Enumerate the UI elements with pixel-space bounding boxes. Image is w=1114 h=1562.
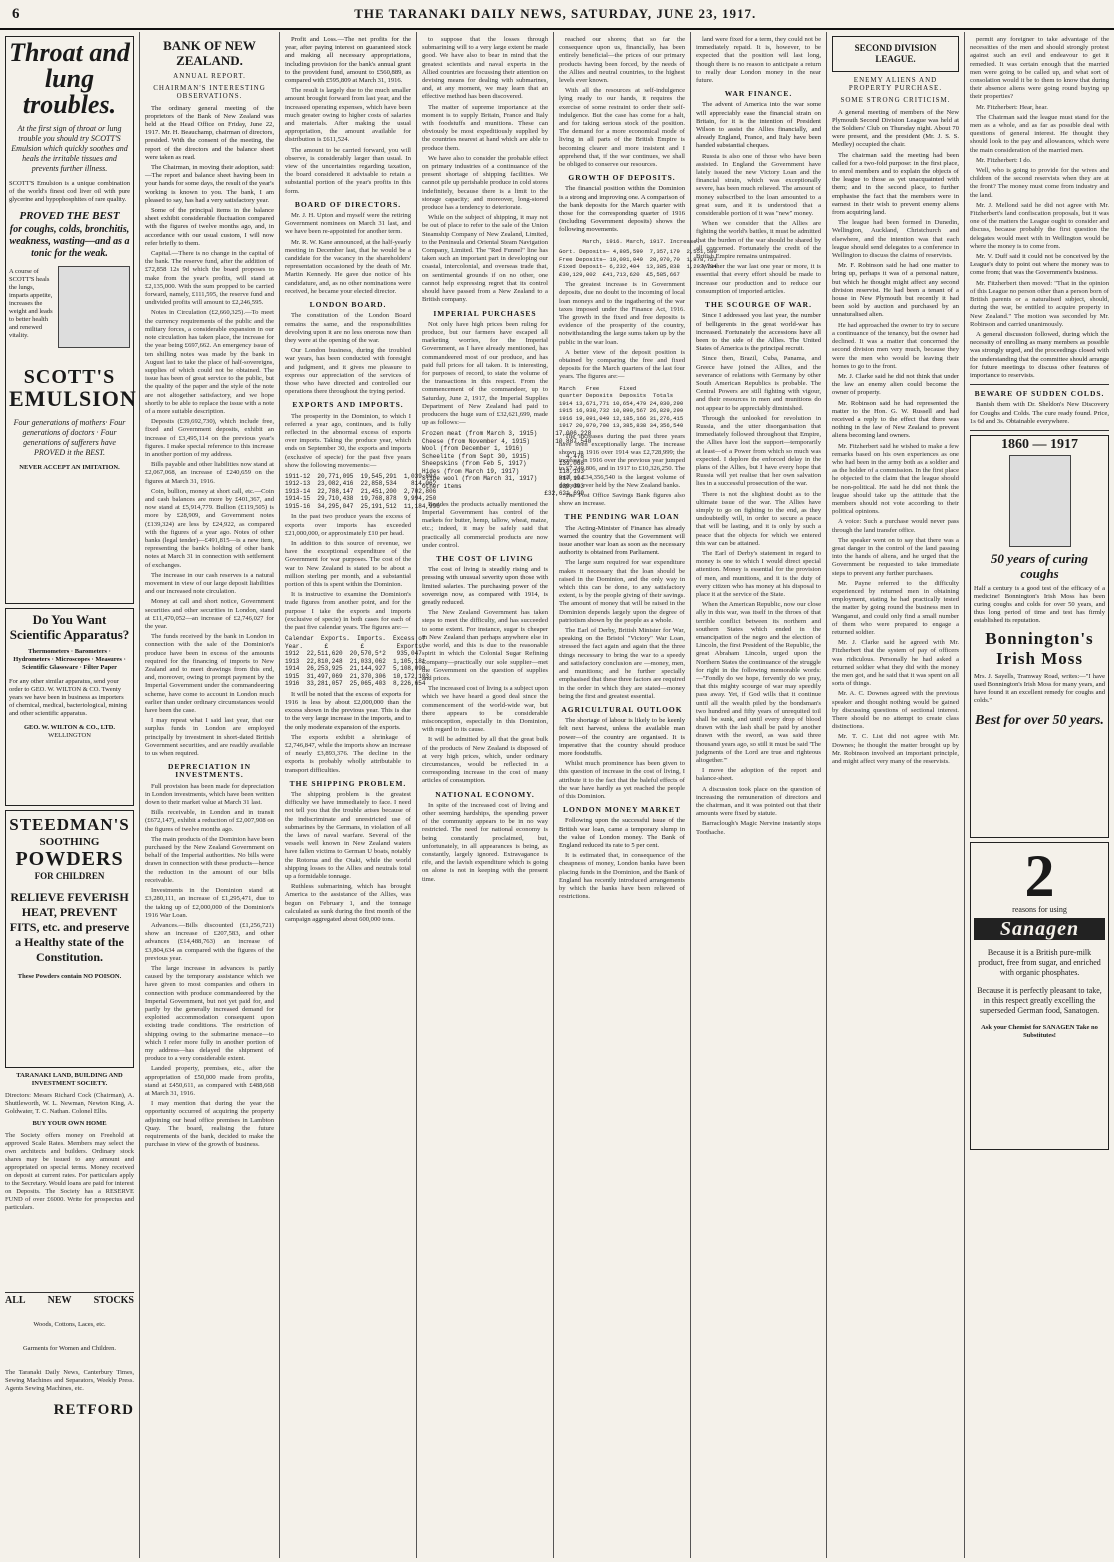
ad-brand: Bonnington's Irish Moss — [985, 628, 1094, 668]
para: Mr. V. Duff said it could not be conceived by the League's duty to point out where the money was to come from; that was the Government's business. — [970, 253, 1109, 277]
ad-proved: PROVED THE BEST — [19, 210, 120, 222]
steedmans-powders-ad — [5, 810, 134, 1068]
subhead-imperial: IMPERIAL PURCHASES — [433, 308, 537, 318]
subhead-exports: EXPORTS AND IMPORTS. — [292, 400, 404, 410]
ad-fifty: 50 years of curing coughs — [990, 550, 1089, 581]
column-7: SECOND DIVISION LEAGUE. ENEMY ALIENS AND PROPERTY PURCHASE. SOME STRONG CRITICISM. A general meeting of members of the New Plymouth Second Division League was held at the Soldiers' Club on Thursday night. About 70 were present, and the president (Mr. J. S. S. Medley) occupied the chair. The chairman said the meeting had been called for a two-fold purpose: in the first place, to enrol members and to explain the objects of the league to those as yet unacquainted with them; and in the second place, to further emphasise the fact that the members were in earnest in their wish to prevent enemy aliens from acquiring land. The league had been formed in Dunedin, Wellington, Auckland, Christchurch and elsewhere, and the intention was that each league should send delegates to a conference in Wellington to discuss the claims of reservists. Mr. F. Robinson said he had one matter to bring up, perhaps it was of a personal nature, but which he thought might affect any second division reservist. He had been a tenant of a house in New Plymouth but recently it had been sold by auction and purchased by an unnaturalised alien. He had approached the owner to try to secure a continuance of the tenancy, but the owner had declined. It was a matter that concerned the second division men very much, because they were the men who would be leaving their homes to go to the front. Mr. J. Clarke said he did not think that under the law an enemy alien could become the owner of property. Mr. Robinson said he had represented the matter to the Hon. G. W. Russell and had received a reply to the effect that there was nothing in the law of New Zealand to prevent aliens becoming land owners. Mr. Fitzherbert said he wished to make a few remarks based on his own experiences as one who had been in the army both as a soldier and as the holder of a commission. In the first place he objected to the claim that the league should be non-political. He said he did not think the league should take up the attitude that the members should not vote according to their political opinions. A voice: Such a purchase would never pass through the land transfer office. The speaker went on to say that there was a great danger in the control of the land passing into the hands of aliens, and he urged that the Government be requested to take immediate steps to prevent any further purchases. Mr. Payne referred to the difficulty experienced by returned men in obtaining employment, stating he had practically tested the matter by going round the business men in Wanganui, and could only find a small number of them who were prepared to engage a returned soldier. Mr. J. Clarke said he agreed with Mr. Fitzherbert that the system of pay of officers was ridiculous. Personally he had asked a returned soldier what they did with the money the men got, and he said that it was spent on all sorts of things. Mr. A. C. Downes agreed with the previous speaker and thought nothing would be gained by discussing questions of sectional interest. There should be no attempt to create class distinctions. Mr. T. C. List did not agree with Mr. Downes; he thought the matter brought up by Mr. Robinson involved an important principle, and might affect very many of the reservists. — [827, 32, 965, 1558]
para: Mr. Robinson said he had represented the matter to the Hon. G. W. Russell and had received a reply to the effect that there was nothing in the law of New Zealand to prevent aliens becoming land owners. — [832, 399, 959, 440]
subhead-board: BOARD OF DIRECTORS. — [294, 199, 402, 209]
subhead-shipping: THE SHIPPING PROBLEM. — [289, 778, 407, 788]
para: The chairman said the meeting had been called for a two-fold purpose: in the first place, to enrol members and to explain the objects of the league to those as yet unacquainted with them; and in the second place, to further emphasise the fact that the members were in earnest in their wish to prevent enemy aliens from acquiring land. — [832, 151, 959, 217]
ad-firm: GEO. W. WILTON & CO., LTD. — [23, 724, 116, 731]
ad-stocks: STOCKS — [93, 1295, 134, 1306]
subhead-national: NATIONAL ECONOMY. — [435, 789, 535, 799]
brand-emulsion: EMULSION — [9, 386, 137, 411]
ad-number: 2 — [1024, 842, 1055, 909]
para: Mr. F. Robinson said he had one matter to bring up, perhaps it was of a personal nature, but which he thought might affect any second division reservist. He had been a tenant of a house in New Plymouth but recently it had been sold by auction and purchased by an unnaturalised alien. — [832, 262, 959, 319]
column-4: to suppose that the losses through submarining will to a very large extent be made good. We have also to bear in mind that the greatest scientists and naval experts in the Allied countries are focussing their attention on devising means for dealing with submarines, and, at any moment, we may learn that an effective method has been discovered. The matter of supreme importance at the moment is to supply Britain, France and Italy with foodstuffs and munitions. These can obviously be most expeditiously supplied by the countries nearest at hand which are able to produce them. We have also to consider the probable effect on primary industries of a continuance of the present shortage of shipping facilities. We cannot pile up perishable produce in cold stores indefinitely, because there is a limit to the storage capacity; and moreover, long-stored produce has a tendency to deteriorate. While on the subject of shipping, it may not be out of place to refer to the sale of the Union Steamship Company of New Zealand, Limited, to the Peninsula and Oriental Steam Navigation Company, Limited. The "Red Funnel" line has taken such an important part in developing our coastal, intercolonial, and overseas trade that, on sentimental grounds if on no other, one cannot help expressing regret that its control should have passed from a New Zealand to a British company. IMPERIAL PURCHASES Not only have high prices been ruling for produce, but our farmers have escaped all marketing worries, for the Imperial Government, as I have already mentioned, has commandeered most of our produce, and has paid full prices for all taken. It is interesting, for purposes of record, to state the volume of the transactions in this respect. From the commencement of the commandeer, up to Saturday, June 2, 1917, the Imperial Supplies Department of New Zealand had paid to producers the huge sum of £32,621,699, made up as follows:— Frozen meat (from March 3, 1915) 17,006,228 Cheese (from November 4, 1915) 10,887,540 Wool (from December 1, 1916) Scheelite (from Sept 30, 1915) 4,478 Sheepskins (from Feb 5, 1917) 139,068 Hides (from March 19, 1917) 118,193 Slipe wool (from March 31, 1917) 817,194 Other items 139,393 £32,621,699 Besides the products actually mentioned the Imperial Government has control of the markets for butter, hemp, tallow, wheat, maize, etc.; indeed, it may be safely said that practically all commercial products are now under control. THE COST OF LIVING The cost of living is steadily rising and is pressing with unusual severity upon those with limited salaries. The purchasing power of the sovereign now, as compared with 1914, is greatly reduced. The New Zealand Government has taken steps to meet the difficulty, and has succeeded to some extent. For instance, sugar is cheaper in New Zealand than perhaps anywhere else in the world, and this is due to the reasonable spirit in which the Colonial Sugar Refining Company—practically our sole supplier—met the Government on the question of supplies and prices. The increased cost of living is a subject upon which we have heard a good deal since the commencement of the world-wide war, but there appears to be considerable misconception, especially in this Dominion, with regard to its cause. It will be admitted by all that the great bulk of the products of New Zealand is disposed of at very high prices, which, under ordinary circumstances, would be reflected in a corresponding increase in the cost of many articles of consumption. NATIONAL ECONOMY. In spite of the increased cost of living and other seeming hardships, the spending power of the community appears to be in no way restricted. The need for national economy is being constantly proclaimed, but, unfortunately, in all appearances is being, as constantly, largely ignored. Extravagance is rife, and the lavish expenditure which is going on alone is not in keeping with the present time. — [417, 32, 554, 1558]
para: A general discussion followed, during which the necessity of enrolling as many members as possible was strongly urged, and the proceedings closed with the understanding that the committee should arrange for future meetings to discuss other features of importance to reservists. — [970, 330, 1109, 379]
para: Since I addressed you last year, the number of belligerents in the great world-war has increased. Fortunately the accessions have all been to the side of the Allies. The United States of America is the principal recruit. — [696, 312, 821, 353]
ad-years: 1860 — 1917 — [1001, 436, 1078, 452]
column-8: permit any foreigner to take advantage of the necessities of the men and should strongly protest against such an evil and endeavour to get it remedied. It was certain enough that the married men were going to be called up, and what sort of consolation would it be to them to know that during their absence aliens were going round buying up their properties? Mr. Fitzherbert: Hear, hear. The Chairman said the league must stand for the men as a whole, and as far as possible deal with questions of general interest. He thought they should look to the pay and allowances, which were the main consideration of the married men. Mr. Fitzherbert: I do. Well, who is going to provide for the wives and children of the second reservists when they are at the front? The money must come from industry and the land. Mr. J. Mellond said he did not agree with Mr. Fitzherbert's land confiscation proposals, but it was one of the matters the League ought to consider and discuss, because probably the first question the delegates would meet with in Wellington would be where the money is to come from. Mr. V. Duff said it could not be conceived by the League's duty to point out where the money was to come from; that was the Government's business. Mr. Fitzherbert then moved: "That in the opinion of this League no person other than a person born of British parents or a naturalised subject, should, during the war, be entitled to acquire property in New Zealand." The motion was seconded by Mr. Robinson and carried unanimously. A general discussion followed, during which the necessity of enrolling as many members as possible was strongly urged, and the proceedings closed with the understanding that the committee should arrange for future meetings to discuss other features of importance to reservists. BEWARE OF SUDDEN COLDS. Banish them with Dr. Sheldon's New Discovery for Coughs and Colds. The cure ready found. Price, 1s 6d and 3s. Obtainable everywhere. 1860 — 1917 50 years of curing coughs Half a century is a good test of the efficacy of a medicine! Bonnington's Irish Moss has been curing coughs and colds for over 50 years, and thus long period of time and test has firmly established its reputation. Bonnington's Irish Moss Mrs. J. Sayells, Tramway Road, writes:—"I have used Bonnington's Irish Moss for many years, and have found it an excellent remedy for coughs and colds." Best for over 50 years. 2 reasons for using Sanagen Because it is a British pure-milk product, free from sugar, and enriched with organic phosphates. Because it is perfectly pleasant to take, in this respect greatly excelling the superseded German food, Sanatogen. Ask your Chemist for SANAGEN Take no Substitutes! — [965, 32, 1114, 1558]
subhead-london: LONDON BOARD. — [309, 300, 387, 310]
para: The cost of living is steadily rising and is pressing with unusual severity upon those with limited salaries. The purchasing power of the sovereign now, as compared with 1914, is greatly reduced. — [422, 566, 548, 607]
para: Mr. J. Clarke said he did not think that under the law an enemy alien could become the owner of property. — [832, 372, 959, 397]
subhead-scourge: THE SCOURGE OF WAR. — [705, 300, 812, 310]
column-6: land were fixed for a term, they could not be immediately repaid. It is, however, to be expected that the position will last long, though there is no reason to anticipate a return to really dear London money in the near future. WAR FINANCE. The advent of America into the war some will appreciably ease the financial strain on Britain, for it is the intention of President Wilson to assist the Allies financially, and already England, France, and Italy have been handed substantial cheques. Russia is also one of those who have been assisted. In England the Government have lately issued the new Victory Loan and the financial strain, which was exceptionally severe, has been much relieved. The amount of money subscribed to the loan amounted to a great sum, and it is understood that a considerable portion of it was "new" money. When we consider that the Allies are fighting the world's battles, it must be admitted that the burden of the war should be shared by all concerned. Fortunately the credit of the British Empire remains unimpaired. Whether the war last one year or more, it is essential that every effort should be made to increase our production and to reduce our consumption of imported articles. THE SCOURGE OF WAR. Since I addressed you last year, the number of belligerents in the great world-war has increased. Fortunately the accessions have all been to the side of the Allies. The United States of America is the principal recruit. Since then, Brazil, Cuba, Panama, and Greece have joined the Allies, and the severance of relations with Germany by other South American Republics is probable. The Central Powers are still fighting with vigour, and their resources in men and munitions do not appear to be appreciably diminished. Through the unlooked for revolution in Russia, and the utter disorganisation that immediately followed throughout that Empire, the Allies have lost the support—temporarily at least—of a Power from which so much was expected. I deplore the enforced delay in the plans of the Allies, but I have every hope that Russia will yet realise that her own salvation lies in a successful prosecution of the war. There is not the slightest doubt as to the ultimate issue of the war. The Allies have simply to go on fighting to the end, as they undoubtedly will, in order to secure a peace that will be lasting, and it is only by such a peace that the objects for which we entered this war can be attained. The Earl of Derby's statement in regard to money is one to which I would direct special attention. Money is essential for the provision of men, and munitions, and it is the duty of every citizen who has money at his disposal to place it at the service of the State. When the American Republic, now our close ally in this war, was itself in the throes of that terrible conflict between its northern and southern States which ended in the emancipation of the negro and the election of Lincoln, the first President of the Republic, the great Abraham Lincoln, urged upon the Northern States the continuance of the struggle for right in the following memorable words:—"Fondly do we hope, fervently do we pray, that this mighty scourge of war may speedily pass away. Yet, if God wills that it continue until all the wealth piled by the bondsman's two hundred and fifty years of unrequited toil shall be sunk, and until every drop of blood drawn with the lash shall be paid by another drawn with the sword, as was said three thousand years ago, so still it must be said 'The judgments of the Lord are true and righteous altogether.'" I move the adoption of the report and balance-sheet. A discussion took place on the question of increasing the remuneration of directors and the chairman, and it was pointed out that their amounts were fixed by statute. Barraclough's Magic Nervine instantly stops Toothache. — [691, 32, 827, 1558]
para: A general meeting of members of the New Plymouth Second Division League was held at the Soldiers' Club on Thursday night. About 70 were present, and the president (Mr. J. S. S. Medley) occupied the chair. — [832, 108, 959, 149]
scotts-emulsion-ad: Throat and lung troubles. At the first sign of throat or lung trouble you should try SCOTT'S Emulsion which quickly soothes and heals the irritable tissues and prevents further illness. SCOTT'S Emulsion is a unique combination of the world's finest cod liver oil with pure glycerine and hypophosphites of rare quality. PROVED THE BEST for coughs, colds, bronchitis, weakness, wasting—and as a tonic for the weak. A course of SCOTT'S heals the lungs, imparts appetite, increases the weight and leads to better health and renewed vitality. SCOTT'S EMULSION Four generations of mothers· Four generations of doctors · Four generations of sufferers have PROVED it the BEST. NEVER ACCEPT AN IMITATION. — [5, 36, 134, 604]
ad-best: Best for over 50 years. — [975, 712, 1104, 728]
deposits-table: Gort. Deposits— 4,805,599 7,357,179 2,551,580 Free Deposits— 19,091,049 20,970,70 1,878,753 Fixed Deposit— 6,232,404 13,385,838 1,203,734 £30,129,002 £41,713,620 £5,585,667 — [559, 248, 717, 278]
ad-line2: POWDERS — [15, 848, 124, 870]
brand-steedman: STEEDMAN'S — [9, 815, 130, 834]
ad-city: WELLINGTON — [48, 732, 91, 739]
calendar-trade-table: Calendar Exports. Imports. Excess of Year. £ £ Exports. 1912 22,511,620 20,570,5*2 935,047 1913 22,810,248 21,033,062 1,105,181 1914 26,253,925 21,144,927 5,108,098 1915 31,497,069 21,370,306 10,172,103 1916 33,281,057 25,065,403 8,226,654 — [285, 635, 430, 688]
new-stocks-ad: ALL NEW STOCKS Woods, Cottons, Laces, etc. Garments for Women and Children. The Taranaki Daily News, Canterbury Times, Sewing Machines and Separators, Weekly Press. Agents Sewing Machines, etc. RETFORD — [5, 1292, 134, 1527]
masthead — [0, 0, 1114, 30]
subhead-chairman: CHAIRMAN'S INTERESTING OBSERVATIONS. — [153, 84, 266, 101]
ad-for-list: for coughs, colds, bronchitis, weakness, wasting—and as a tonic for the weak. — [9, 224, 130, 259]
ad-headline-2: lung troubles. — [22, 64, 117, 119]
subhead-agri: AGRICULTURAL OUTLOOK — [561, 704, 683, 714]
column-2: BANK OF NEW ZEALAND. ANNUAL REPORT. CHAIRMAN'S INTERESTING OBSERVATIONS. The ordinary general meeting of the proprietors of the Bank of New Zealand was held at the Head Office on Friday, June 22, 1917. Mr. H. Beauchamp, chairman of directors, presided. With the consent of the meeting, the report of the directors and the balance sheet were taken as read. The Chairman, in moving their adoption, said:—The report and balance sheet having been in your hands for some days, the result of the year's working is known to you. The bank, I am pleased to say, has had a very satisfactory year. Some of the principal items in the balance sheet exhibit considerable fluctuation compared with the figures of twelve months ago, and, in accordance with our usual custom, I will now refer briefly to them. Capital.—There is no change in the capital of the bank. The reserve fund, after the addition of £72,858 12s 9d which the board proposes to make from the year's profits, will stand at £2,135,000. With the sum propped to be carried forward, namely, £111,595, the reserve fund and undivided profits will amount to £2,246,595. Notes in Circulation (£2,660,325).—To meet the currency requirements of the public and the military forces, a considerable expansion in our note circulation has taken place, the increase for the year being £697,662. An emergency issue of ten shilling notes was made by the bank in August last to take the place of half-sovereigns, supplies of which could not be obtained. The issue has been of great service to the public, but the quality of the paper and the style of the note are not altogether satisfactory, and we hope shortly to be able to replace the issue with a note of a more suitable description. Deposits (£39,692,730), which include free, fixed and Government deposits, exhibit an increase of £3,495,114 on the previous year's figures. I make special reference to this increase in another portion of my address. Bills payable and other liabilities now stand at £2,067,068, an increase of £240,659 on the figures at March 31, 1916. Coin, bullion, money at short call, etc.—Coin and cash balances are more by £401,367, and now stand at £5,914,779. Bullion (£119,505) is more by £28,909, and Government notes (£139,324) are less by £24,922, as compared with the figures of a year ago. Notes of other banks (legal tender)—£491,815—is a new item, representing the bank's holding of other bank notes at March 31 in connection with settlement of exchanges. The increase in our cash reserves is a natural movement in view of our large deposit liabilities and our increased note circulation. Money at call and short notice, Government securities and other securities in London, stand at £11,470,052—an increase of £2,746,027 for the year. The funds received by the bank in London in connection with the sale of the Dominion's produce have been in excess of the amounts required for the financing of imports to New Zealand and to meet drawings from this end, and, moreover, owing to prompt payment by the Imperial Government under the commandeering scheme, have come to account in London much earlier than under ordinary circumstances would have been the case. I may repeat what I said last year, that our surplus funds in London are employed principally by investment in short-dated British Government securities, and are readily available to us when required. DEPRECIATION IN INVESTMENTS. Full provision has been made for depreciation in London investments, which have been written down to their market value at March 31 last. Bills receivable, in London and in transit (£672,147), exhibit a reduction of £2,007,908 on the figures of twelve months ago. The main products of the Dominion have been purchased by the New Zealand Government on behalf of the Imperial authorities. No bills were drawn in connection with these products—hence the reduction in the amount of our bills receivable. Investments in the Dominion stand at £3,280,111, an increase of £1,295,471, due to the taking up of £2,000,000 of the Dominion's 1916 War Loan. Advances.—Bills discounted (£1,256,721) show an increase of £207,583, and other advances (£14,488,763) an increase of £3,804,634 as compared with the figures of the previous year. The large increase in advances is partly caused by the temporary assistance which we have given to most companies and others in connection with produce commandeered by the Imperial Government, but not yet paid for, and partly by the generally increased demand for exploited accommodation consequent upon existing trade conditions. The restriction of shipping owing to the submarine menace—to which I refer more fully in another portion of my address—has delayed the shipment of produce to a very considerable extent. Landed property, premises, etc., after the appropriation of £50,000 made from profits, stand at £450,611, as compared with £488,668 at March 31, 1916. I may mention that during the year the opportunity occurred of acquiring the property adjoining our head office premises in Lambton Quay. The board, realising the future requirements of the bank, decided to make the purchase in view of the growth of business. — [140, 32, 280, 1558]
man-with-fish-image — [58, 266, 130, 348]
para: The shortage of labour is likely to be keenly felt next harvest, unless the available man power—of the country are organised. It is imperative that the country should produce more foodstuffs. — [559, 717, 685, 757]
para: The ordinary general meeting of the proprietors of the Bank of New Zealand was held at the Head Office on Friday, June 22, 1917. Mr. H. Beauchamp, chairman of directors, presided. With the consent of the meeting, the report of the directors and the balance sheet were taken as read. — [145, 104, 274, 161]
para: The financial position within the Dominion is a strong and improving one. A comparison of the bank deposits for the March quarter with those for the corresponding quarter of 1916 (including Government deposits) shows the following movements. — [559, 185, 685, 234]
column-1 — [0, 32, 140, 1558]
ad-line3: FOR CHILDREN — [34, 871, 105, 881]
subhead-money: LONDON MONEY MARKET — [563, 805, 681, 815]
ad-because1: Because it is a British pure-milk product, free from sugar, and enriched with organic phosphates. — [978, 947, 1101, 977]
ad-never: NEVER ACCEPT AN IMITATION. — [19, 464, 120, 471]
article-title-league: SECOND DIVISION LEAGUE. — [854, 43, 937, 64]
building-society-notice: TARANAKI LAND, BUILDING AND INVESTMENT SOCIETY. Directors: Messrs Richard Cock (Chairman), A. Shuttleworth, W. L. Newman, Newton King, A. Goldwater, T. C. Nathan. Colonel Ellis. BUY YOUR OWN HOME The Society offers money on Freehold at approved Scale Rates. Members may select the own architects and builders. Ordinary stock shares may be issued to any amount and appropriated on special terms. Money received on deposit at current rates. For particulars apply to the Secretary. Would loans are paid for interest on Deposits. The Society has a RESERVE FUND of over £6000. Write for prospectus and particulars. — [5, 1072, 134, 1211]
subhead-depreciation: DEPRECIATION IN INVESTMENTS. — [168, 762, 251, 780]
ad-nopoison: These Powders contain NO POISON. — [17, 973, 122, 980]
society-slogan: BUY YOUR OWN HOME — [32, 1120, 107, 1127]
ad-items: Thermometers · Barometers · Hydrometers · Microscopes · Measures · Scientific Glassware · Filter Paper — [13, 648, 126, 671]
wilton-apparatus-ad: Do You Want Scientific Apparatus? Thermometers · Barometers · Hydrometers · Microscopes · Measures · Scientific Glassware · Filter Paper For any other similar apparatus, send your order to GEO. W. WILTON & CO. Twenty years we have been in business as importers of chemical, medical, bacteriological, mining and other scientific apparatus. GEO. W. WILTON & CO., LTD. WELLINGTON — [5, 608, 134, 806]
ad-new: NEW — [47, 1295, 72, 1306]
subhead-war-loan: THE PENDING WAR LOAN — [564, 512, 680, 522]
column-3: Profit and Loss.—The net profits for the year, after paying interest on guaranteed stock and making all necessary appropriations, including provision for the bank's annual grant to the provident fund, amount to £560,889, as compared with £595,809 at March 31, 1916. The result is largely due to the much smaller amount brought forward from last year, and the increased operating expenses, which have been much greater owing to higher costs of salaries and materials. After making the usual appropriation, the amount available for distribution is £611,524. The amount to be carried forward, you will observe, is considerably larger than usual. In view of the uncertainties regarding taxation, the board considered it advisable to retain a substantial portion of the year's profits in this form. BOARD OF DIRECTORS. Mr. J. H. Upton and myself were the retiring Government nominees on March 31 last, and we have been re-appointed for another term. Mr. R. W. Kane announced, at the half-yearly meeting in December last, that he would be a candidate for the vacancy in the shareholders' representation occasioned by the death of Mr. Martin Kennedy. He gave due notice of his candidature, and, as no other nominations were received, he became your elected director. LONDON BOARD. The constitution of the London Board remains the same, and the responsibilities devolving upon it are no less onerous now than they were at the opening of the war. Our London business, during the troubled war years, has been conducted with foresight and judgment, and it gives me pleasure to express our appreciation of the services of those who have directed and controlled our operations there throughout the trying period. EXPORTS AND IMPORTS. The prosperity in the Dominion, to which I referred a year ago, continues, and is fully reflected in the abnormal excess of exports over imports. Taking the produce year, which ends on September 30, the exports and imports (exclusive of specie) for the past five years show the following movements:— 1911-12 20,771,095 19,545,291 1,039,804 1912-13 23,082,416 22,858,534 814,062 1913-14 22,788,147 21,451,200 2,702,806 1914-15 29,710,438 19,768,878 9,994,250 1915-16 34,295,047 25,191,512 11,184,990 In the past two produce years the excess of exports over imports has exceeded £21,000,000, or approximately £10 per head. In addition to this source of revenue, we have the exceptional expenditure of the Government for war purposes. The cost of the war to New Zealand is stated to be about a million sterling per month, and a substantial portion of this is spent within the Dominion. It is instructive to examine the Dominion's trade figures from another point, and for the purpose I take the exports and imports (exclusive of specie) in both cases for each of the past five calendar years. The figures are:— Calendar Exports. Imports. Excess of Year. £ £ Exports. 1912 22,511,620 20,570,5*2 935,047 1913 22,810,248 21,033,062 1,105,181 1914 26,253,925 21,144,927 5,108,098 1915 31,497,069 21,370,306 10,172,103 1916 33,281,057 25,065,403 8,226,654 It will be noted that the excess of exports for 1916 is less by about £2,000,000 than the excess shown in the previous year. This is due to the very large increase in the imports, and to the only moderate expansion of the exports. The exports exhibit a shrinkage of £2,746,847, while the imports show an increase of nearly £3,893,376. The decline in the exports is probably wholly attributable to transport difficulties. THE SHIPPING PROBLEM. The shipping problem is the greatest difficulty we have immediately to face. I need not tell you that the trouble arises because of the indiscriminate and unrestricted use of submarines by the Germans, in violation of all the laws of naval warfare. Several of the vessels well known in New Zealand waters have fallen victims to German U boats, notably the Rotorua and the Otaki, while the world shipping losses to the Allies and neutrals total up a formidable tonnage. Ruthless submarining, which has brought America to the assistance of the Allies, was begun on February 1, and the tonnage calculated as sunk during the first month of the campaign aggregated about 600,000 tons. — [280, 32, 417, 1558]
ad-relieve: RELIEVE FEVERISH HEAT, PREVENT FITS, etc. and preserve a Healthy state of the Constitution. — [9, 890, 130, 964]
exports-imports-table: 1911-12 20,771,095 19,545,291 1,039,804 1912-13 23,082,416 22,858,534 814,062 1913-14 22,788,147 21,451,200 2,702,806 1914-15 29,710,438 19,768,878 9,994,250 1915-16 34,295,047 25,191,512 11,184,990 — [285, 472, 440, 510]
society-title: TARANAKI LAND, BUILDING AND INVESTMENT SOCIETY. — [16, 1072, 123, 1087]
newspaper-title: THE TARANAKI DAILY NEWS, SATURDAY, JUNE 23, 1917. — [354, 6, 757, 21]
column-5: reached our shores; that so far the consequence upon us, financially, has been entirely beneficial—the prices of our primary products having been forced, by the needs of the Allies and neutral countries, to the highest levels ever known. With all the resources at self-indulgence lying ready to our hands, it requires the exercise of some restraint to order their self-indulgence. But the case has come for a halt, and for taking serious stock of the position. The demand for a more economical mode of living in all parts of the British Empire is becoming clearer and more insistent and I apprehend that, if the war continues, we shall be obliged to conserve our resources. GROWTH OF DEPOSITS. The financial position within the Dominion is a strong and improving one. A comparison of the bank deposits for the March quarter with those for the corresponding quarter of 1916 (including Government deposits) shows the following movements. March, 1916. March, 1917. Increase. Gort. Deposits— 4,805,599 7,357,179 2,551,580 Free Deposits— 19,091,049 20,970,70 1,878,753 Fixed Deposit— 6,232,404 13,385,838 1,203,734 £30,129,002 £41,713,620 £5,585,667 The greatest increase is in Government deposits, due no doubt to the incoming of local loan moneys and to the ingathering of the war taxes imposed under the Finance Act, 1916. The growth in the fixed and free deposits is evidence of the prosperity of the country, notwithstanding the large sums taken up by the public in the war loan. A better view of the deposit position is obtained by comparing the free and fixed deposits for the March quarters of the last four years. The figures are:— March Free Fixed quarter Deposits Deposits Totals 1914 13,671,771 10,654,479 24,030,290 1915 16,938,732 10,890,567 26,829,299 1916 19,091,049 12,185,166 31,276,415 1917 20,970,700 13,385,838 34,356,540 The increases during the past three years have been exceptionally large. The increase shown in 1916 over 1914 was £2,728,999; the increase in 1916 over the previous year jumped to £7,249,806, and in 1917 to £10,326,250. The total of £34,356,540 is the largest volume of deposits ever held by the New Zealand banks. The Post Office Savings Bank figures also show an increase. THE PENDING WAR LOAN The Acting-Minister of Finance has already warned the country that the Government will issue another war loan as soon as the necessary authority is obtained from Parliament. The large sum required for war expenditure makes it necessary that the loan should be raised in the Dominion, and the only way in which this can be done, to any satisfactory extent, is by the people giving of their savings. The amount of money that will be raised in the Dominion depends largely upon the degree of patriotism shown by the people as a whole. The Earl of Derby, British Minister for War, speaking on the Bristol "Victory" War Loan, stressed the fact again and again that the three things necessary to bring the war to a speedy and satisfactory conclusion are —money, men, and munitions; and he further specially emphasised that these three factors are required in the order in which they are stated—money being the first and greatest essential. AGRICULTURAL OUTLOOK The shortage of labour is likely to be keenly felt next harvest, unless the available man power—of the country are organised. It is imperative that the country should produce more foodstuffs. Whilst much prominence has been given to this question of increase in the cost of living, I attribute it to the fact that the baleful effects of the war have hardly as yet reached the people of this Dominion. LONDON MONEY MARKET Following upon the successful issue of the British war loan, came a temporary slump in the value of London money. The Bank of England reduced its rate to 5 per cent. It is estimated that, in consequence of the cheapness of money, London banks have been placing funds in the Dominion, and the Bank of England has recently introduced arrangements by which the banks have been relieved of restrictions. — [554, 32, 691, 1558]
ad-question: Do You Want Scientific Apparatus? — [9, 612, 130, 642]
page-columns — [0, 32, 1114, 1558]
para: Some of the principal items in the balance sheet exhibit considerable fluctuation compared with the figures of twelve months ago, and, in accordance with our usual custom, I will now refer briefly to them. — [145, 207, 274, 247]
bottle-image — [1009, 455, 1071, 547]
subhead-colds: BEWARE OF SUDDEN COLDS. — [974, 389, 1105, 399]
ad-lead: At the first sign of throat or lung trouble you should try SCOTT'S Emulsion which quickly soothes and heals the irritable tissues and prevents further illness. — [11, 124, 128, 173]
subhead-cost: THE COST OF LIVING — [436, 554, 534, 564]
sanagen-ad — [970, 842, 1109, 1150]
para: Profit and Loss.—The net profits for the year, after paying interest on guaranteed stock and making all necessary appropriations, including provision for the bank's annual grant to the provident fund, amount to £560,889, as compared with £595,809 at March 31, 1916. — [285, 36, 411, 85]
subhead-criticism: SOME STRONG CRITICISM. — [840, 96, 951, 105]
ad-brand: Sanagen — [974, 918, 1105, 940]
ad-stock-line1: Woods, Cottons, Laces, etc. — [33, 1321, 106, 1329]
subhead-aliens: ENEMY ALIENS AND PROPERTY PURCHASE. — [848, 76, 943, 93]
para: Banish them with Dr. Sheldon's New Discovery for Coughs and Colds. The cure ready found. Price, 1s 6d and 3s. Obtainable everywhere. — [970, 401, 1109, 425]
ad-line1: SOOTHING — [39, 836, 100, 848]
ad-because2: Because it is perfectly pleasant to take, in this respect greatly excelling the superseded German food, Sanatogen. — [977, 985, 1102, 1015]
subhead-war-finance: WAR FINANCE. — [724, 89, 793, 99]
ad-reasons: reasons for using — [1012, 904, 1067, 914]
para: The advent of America into the war some will appreciably ease the financial strain on Britain, for it is the intention of President Wilson to assist the Allies financially, and already England, France, and Italy have been handed substantial cheques. — [696, 101, 821, 150]
para: It will be noted that the excess of exports for 1916 is less by about £2,000,000 than the excess shown in the previous year. This is due to the very large increase in the imports, and to the only moderate expansion of the exports. — [285, 690, 411, 731]
para: The Chairman, in moving their adoption, said:—The report and balance sheet having been in your hands for some days, the result of the year's working is known to you. The bank, I am pleased to say, has had a very satisfactory year. — [145, 164, 274, 204]
page-number: 6 — [12, 5, 21, 22]
subhead-deposits: GROWTH OF DEPOSITS. — [568, 173, 676, 183]
ad-retford: RETFORD — [53, 1402, 134, 1419]
brand-scotts: SCOTT'S — [23, 366, 116, 388]
para: The Acting-Minister of Finance has already warned the country that the Government will issue another war loan as soon as the necessary authority is obtained from Parliament. — [559, 524, 685, 557]
ad-ask: Ask your Chemist for SANAGEN Take no Substitutes! — [981, 1023, 1098, 1039]
ad-stock-line2: Garments for Women and Children. — [22, 1345, 117, 1353]
ad-all: ALL — [5, 1295, 26, 1306]
ad-body: SCOTT'S Emulsion is a unique combination of the world's finest cod liver oil with pure glycerine and hypophosphites of rare quality. — [9, 180, 130, 203]
subhead-annual: ANNUAL REPORT. — [173, 72, 246, 80]
ad-headline: Throat and — [9, 38, 130, 67]
ad-generations: Four generations of mothers· Four generations of doctors · Four generations of sufferers have PROVED it the BEST. — [13, 418, 126, 457]
para: Following upon the successful issue of the British war loan, came a temporary slump in the value of London money. The Bank of England reduced its rate to 5 per cent. — [559, 817, 685, 849]
article-title-bank: BANK OF NEW ZEALAND. — [163, 38, 256, 68]
bonnington-irish-moss-ad: 1860 — 1917 50 years of curing coughs Half a century is a good test of the efficacy of a medicine! Bonnington's Irish Moss has been curing coughs and colds for over 50 years, and thus long period of time and test has firmly established its reputation. Bonnington's Irish Moss Mrs. J. Sayells, Tramway Road, writes:—"I have used Bonnington's Irish Moss for many years, and have found it an excellent remedy for coughs and colds." Best for over 50 years. — [970, 435, 1109, 838]
